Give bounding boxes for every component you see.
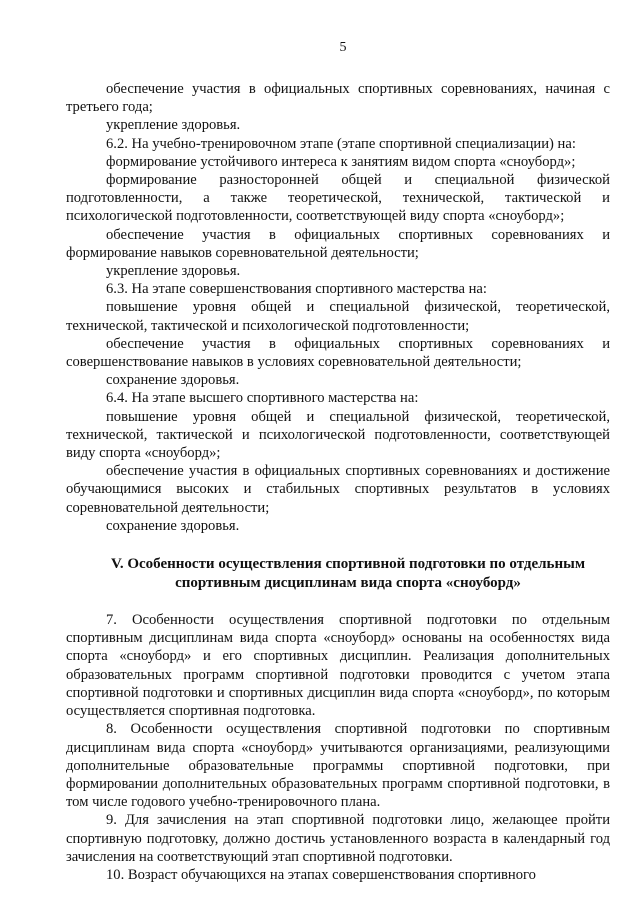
section-heading bbox=[66, 555, 610, 593]
paragraph: сохранение здоровья. bbox=[106, 372, 240, 389]
paragraph: укрепление здоровья. bbox=[106, 263, 241, 280]
section-heading-line: спортивным дисциплинам вида спорта «сноуборд» bbox=[175, 575, 521, 592]
paragraph: повышение уровня общей и специальной физической, теоретической, технической, тактической и психологической подготовленности, соответствующей виду спорта «сноуборд»; bbox=[66, 408, 610, 462]
paragraph: 7. Особенности осуществления спортивной подготовки по отдельным спортивным дисциплинам вида спорта «сноуборд» основаны на особенностях вида спорта «сноуборд» и его спортивных дисциплин. Реализация дополнительных образовательных программ спортивной подготовки проводится с учетом этапа спортивной подготовки и спортивных дисциплин вида спорта «сноуборд», по которым осуществляется спортивная подготовка. bbox=[66, 612, 610, 720]
paragraph: 10. Возраст обучающихся на этапах совершенствования спортивного bbox=[106, 866, 536, 883]
section-features bbox=[66, 611, 610, 884]
page-number: 5 bbox=[339, 40, 347, 55]
paragraph: 6.3. На этапе совершенствования спортивного мастерства на: bbox=[106, 281, 487, 298]
paragraph: обеспечение участия в официальных спортивных соревнованиях, начиная с третьего года; bbox=[66, 81, 610, 116]
paragraph: формирование разносторонней общей и специальной физической подготовленности, а также теоретической, технической, тактической и психологической подготовленности, соответствующей виду спорта «сноуборд»; bbox=[66, 172, 610, 225]
section-heading-line: V. Особенности осуществления спортивной подготовки по отдельным bbox=[110, 556, 586, 573]
paragraph: укрепление здоровья. bbox=[106, 117, 241, 134]
paragraph: повышение уровня общей и специальной физической, теоретической, технической, тактической и психологической подготовленности; bbox=[66, 299, 610, 334]
paragraph: сохранение здоровья. bbox=[106, 517, 240, 534]
paragraph: 8. Особенности осуществления спортивной подготовки по спортивным дисциплинам вида спорта «сноуборд» учитываются организациями, реализующими дополнительные образовательные программы спортивной подготовки, при формировании дополнительных образовательных программ спортивной подготовки, в том числе годового учебно-тренировочного плана. bbox=[66, 721, 610, 811]
paragraph: 9. Для зачисления на этап спортивной подготовки лицо, желающее пройти спортивную подготовку, должно достичь установленного возраста в календарный год зачисления на соответствующий этап спортивной подготовки. bbox=[66, 812, 610, 865]
paragraph: формирование устойчивого интереса к занятиям видом спорта «сноуборд»; bbox=[106, 153, 576, 170]
paragraph: обеспечение участия в официальных спортивных соревнованиях и совершенствование навыков в условиях соревновательной деятельности; bbox=[66, 335, 610, 371]
paragraph: 6.4. На этапе высшего спортивного мастерства на: bbox=[106, 390, 419, 407]
section-objectives bbox=[66, 80, 610, 535]
paragraph: 6.2. На учебно-тренировочном этапе (этапе спортивной специализации) на: bbox=[106, 135, 576, 152]
paragraph: обеспечение участия в официальных спортивных соревнованиях и достижение обучающимися высоких и стабильных спортивных результатов в условиях соревновательной деятельности; bbox=[66, 463, 610, 516]
paragraph: обеспечение участия в официальных спортивных соревнованиях и формирование навыков соревновательной деятельности; bbox=[66, 226, 610, 261]
